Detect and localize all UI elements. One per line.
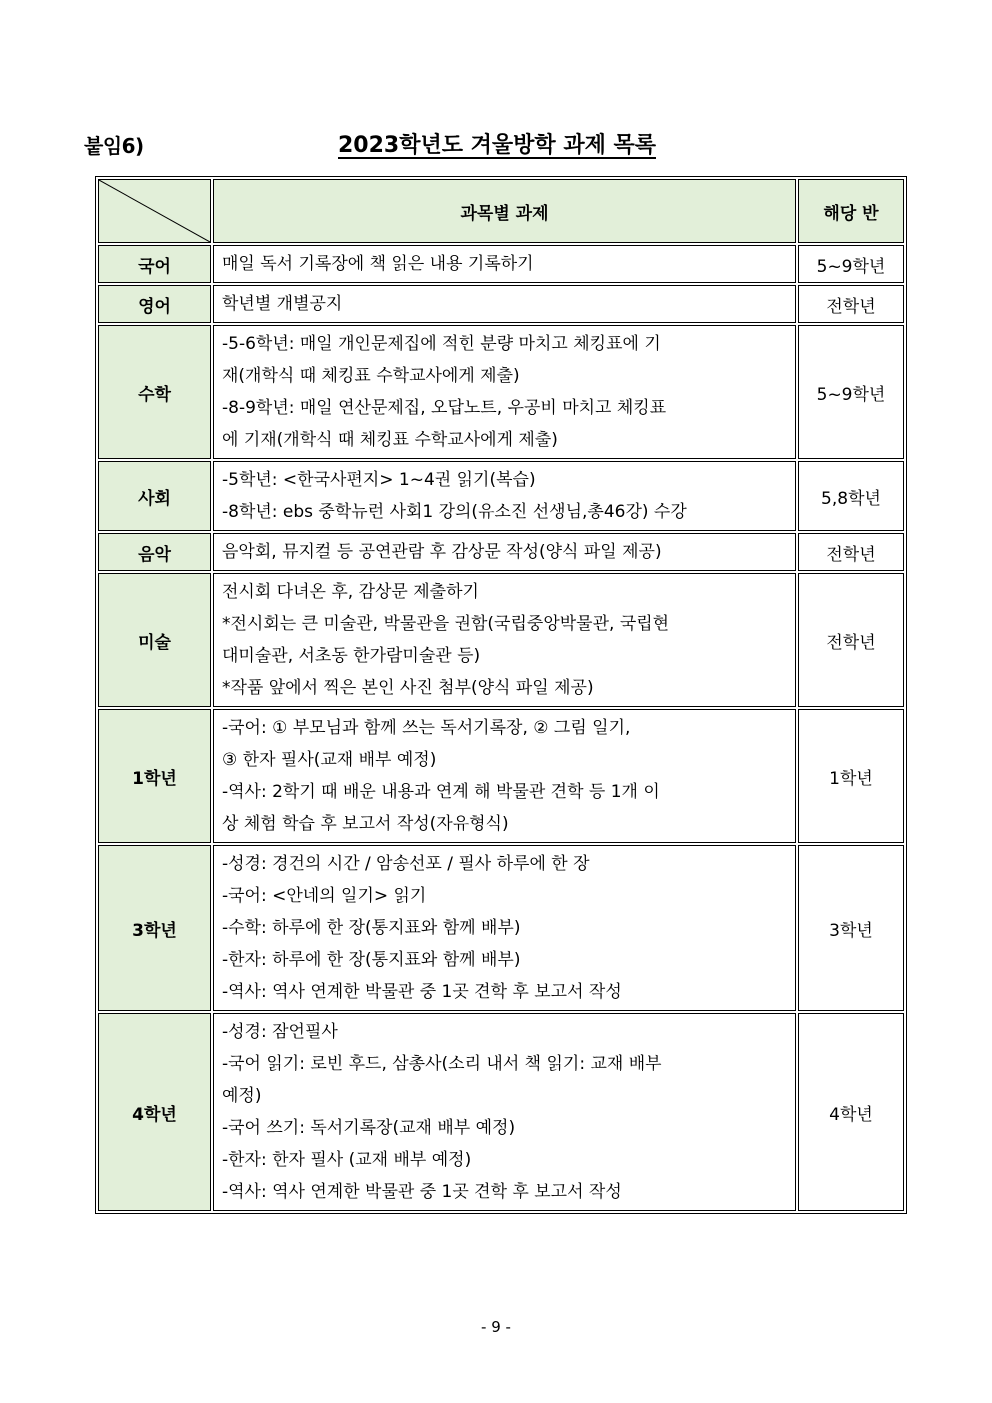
task-line: 상 체험 학습 후 보고서 작성(자유형식) [222, 814, 509, 834]
task-line: -국어: ① 부모님과 함께 쓰는 독서기록장, ② 그림 일기, [222, 718, 631, 738]
task-line: -국어 읽기: 로빈 후드, 삼총사(소리 내서 책 읽기: 교재 배부 [222, 1054, 662, 1074]
task-content-cell [213, 461, 796, 531]
task-line: -한자: 하루에 한 장(통지표와 함께 배부) [222, 950, 521, 970]
task-line: -국어 쓰기: 독서기록장(교재 배부 예정) [222, 1118, 516, 1138]
task-line: 에 기재(개학식 때 체킹표 수학교사에게 제출) [222, 430, 558, 450]
task-line: ③ 한자 필사(교재 배부 예정) [222, 750, 437, 770]
table-row [98, 285, 904, 323]
table-row [98, 573, 904, 707]
subject-cell: 3학년 [98, 845, 211, 1011]
task-content-cell [213, 533, 796, 571]
task-line: 전시회 다녀온 후, 감상문 제출하기 [222, 582, 479, 602]
task-content-cell [213, 325, 796, 459]
task-line: *작품 앞에서 찍은 본인 사진 첨부(양식 파일 제공) [222, 678, 594, 698]
assignment-table-wrapper [95, 176, 905, 1214]
task-line: 재(개학식 때 체킹표 수학교사에게 제출) [222, 366, 520, 386]
grade-cell: 전학년 [798, 285, 904, 323]
task-content-cell [213, 573, 796, 707]
grade-cell: 5~9학년 [798, 325, 904, 459]
header-task: 과목별 과제 [213, 179, 796, 243]
grade-cell: 1학년 [798, 709, 904, 843]
task-line: 예정) [222, 1086, 262, 1106]
task-line: 음악회, 뮤지컬 등 공연관람 후 감상문 작성(양식 파일 제공) [222, 542, 662, 562]
diagonal-line-icon [99, 180, 210, 242]
task-content-cell [213, 845, 796, 1011]
task-line: -국어: <안네의 일기> 읽기 [222, 886, 427, 906]
subject-cell: 음악 [98, 533, 211, 571]
task-line: -역사: 역사 연계한 박물관 중 1곳 견학 후 보고서 작성 [222, 1182, 622, 1202]
task-line: -성경: 잠언필사 [222, 1022, 338, 1042]
table-row [98, 245, 904, 283]
subject-cell: 수학 [98, 325, 211, 459]
subject-cell: 사회 [98, 461, 211, 531]
task-line: *전시회는 큰 미술관, 박물관을 권함(국립중앙박물관, 국립현 [222, 614, 670, 634]
subject-cell: 국어 [98, 245, 211, 283]
table-row [98, 325, 904, 459]
attachment-label: 붙임6) [84, 134, 144, 158]
task-content-cell [213, 285, 796, 323]
subject-cell: 4학년 [98, 1013, 211, 1211]
task-line: -5학년: <한국사편지> 1~4권 읽기(복습) [222, 470, 536, 490]
table-header-row [98, 179, 904, 243]
task-line: 학년별 개별공지 [222, 294, 343, 314]
subject-cell: 미술 [98, 573, 211, 707]
grade-cell: 4학년 [798, 1013, 904, 1211]
header-class: 해당 반 [798, 179, 904, 243]
corner-diagonal-cell [98, 179, 211, 243]
task-content-cell [213, 1013, 796, 1211]
subject-cell: 영어 [98, 285, 211, 323]
task-line: -역사: 역사 연계한 박물관 중 1곳 견학 후 보고서 작성 [222, 982, 622, 1002]
table-row [98, 845, 904, 1011]
grade-cell: 전학년 [798, 573, 904, 707]
task-line: 대미술관, 서초동 한가람미술관 등) [222, 646, 481, 666]
task-line: -한자: 한자 필사 (교재 배부 예정) [222, 1150, 472, 1170]
table-row [98, 709, 904, 843]
page-number: - 9 - [481, 1318, 511, 1336]
task-content-cell [213, 245, 796, 283]
table-body [98, 245, 904, 1211]
document-title: 2023학년도 겨울방학 과제 목록 [338, 133, 656, 158]
grade-cell: 5,8학년 [798, 461, 904, 531]
assignment-table [95, 176, 907, 1214]
subject-cell: 1학년 [98, 709, 211, 843]
task-line: -역사: 2학기 때 배운 내용과 연계 해 박물관 견학 등 1개 이 [222, 782, 660, 802]
task-line: -수학: 하루에 한 장(통지표와 함께 배부) [222, 918, 521, 938]
table-row [98, 1013, 904, 1211]
task-line: 매일 독서 기록장에 책 읽은 내용 기록하기 [222, 254, 534, 274]
task-line: -8-9학년: 매일 연산문제집, 오답노트, 우공비 마치고 체킹표 [222, 398, 667, 418]
grade-cell: 5~9학년 [798, 245, 904, 283]
table-row [98, 461, 904, 531]
grade-cell: 3학년 [798, 845, 904, 1011]
grade-cell: 전학년 [798, 533, 904, 571]
task-line: -8학년: ebs 중학뉴런 사회1 강의(유소진 선생님,총46강) 수강 [222, 502, 687, 522]
task-content-cell [213, 709, 796, 843]
task-line: -성경: 경건의 시간 / 암송선포 / 필사 하루에 한 장 [222, 854, 590, 874]
task-line: -5-6학년: 매일 개인문제집에 적힌 분량 마치고 체킹표에 기 [222, 334, 661, 354]
table-row [98, 533, 904, 571]
